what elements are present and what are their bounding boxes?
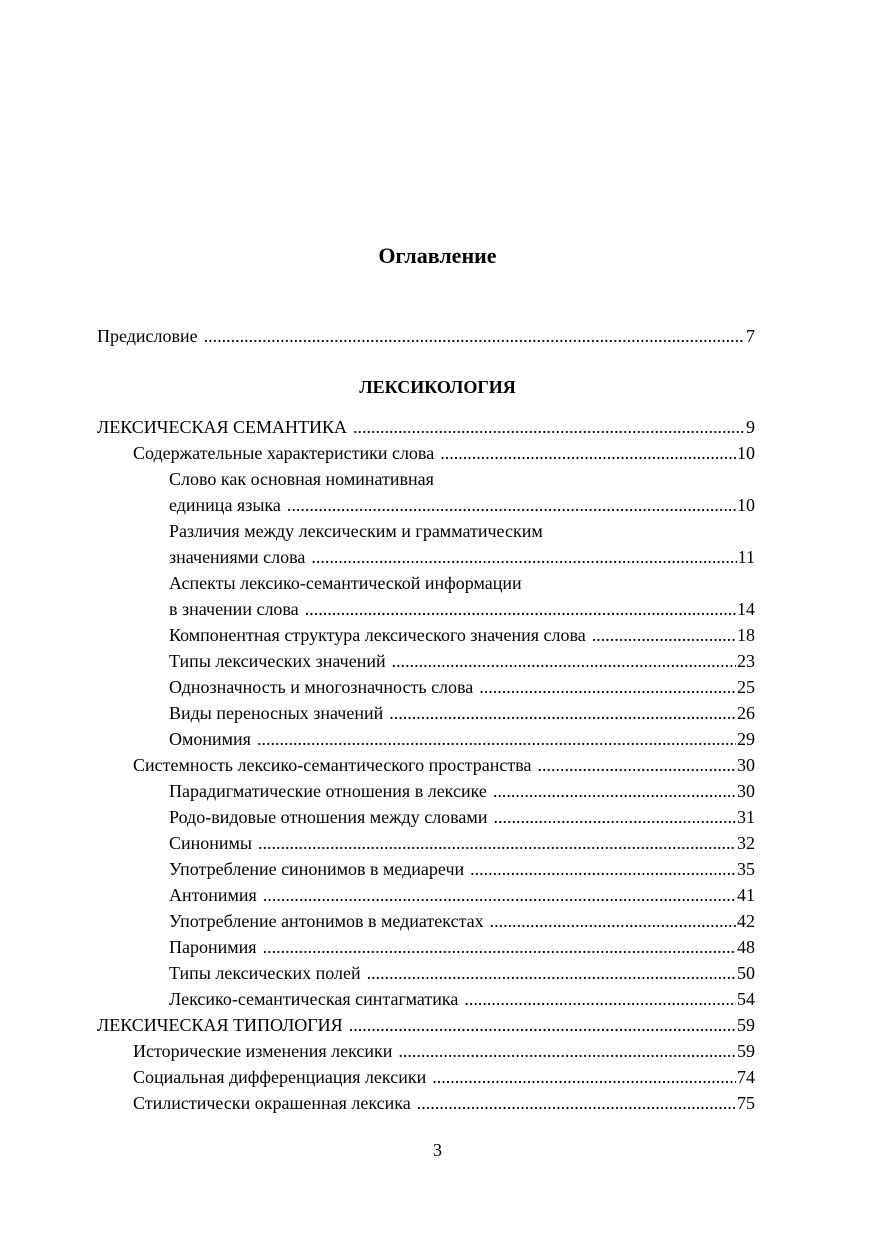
toc-entry-preface	[97, 323, 755, 349]
toc-leader-dots	[490, 908, 736, 934]
toc-leader-dots	[204, 323, 745, 349]
toc-entry-label: Компонентная структура лексического значения слова	[169, 625, 586, 645]
toc-entry-label: Лексико-семантическая синтагматика	[169, 989, 459, 1009]
toc-leader-dots	[464, 986, 736, 1012]
toc-entry	[97, 726, 755, 752]
toc-leader-dots	[493, 804, 736, 830]
toc-leader-dots	[398, 1038, 736, 1064]
toc-leader-dots	[353, 414, 745, 440]
section-heading: ЛЕКСИКОЛОГИЯ	[359, 377, 516, 397]
toc-leader-dots	[592, 622, 736, 648]
toc-page-number: 23	[737, 651, 755, 671]
toc-entry	[97, 622, 755, 648]
toc-entry	[97, 1012, 755, 1038]
toc-page-number: 30	[737, 755, 755, 775]
toc-entry	[97, 882, 755, 908]
toc-entry	[97, 752, 755, 778]
toc-entry	[97, 1090, 755, 1116]
toc-page-number: 35	[737, 859, 755, 879]
toc-entry-label: Системность лексико-семантического пространства	[133, 755, 532, 775]
toc-entry-label: ЛЕКСИЧЕСКАЯ СЕМАНТИКА	[97, 417, 347, 437]
toc-entry	[97, 1064, 755, 1090]
toc-entry-label: Стилистически окрашенная лексика	[133, 1093, 411, 1113]
toc-page-number: 18	[737, 625, 755, 645]
toc-entry-label: значениями слова	[169, 547, 306, 567]
toc-entry-label: в значении слова	[169, 599, 299, 619]
toc-entry	[97, 700, 755, 726]
toc-leader-dots	[417, 1090, 736, 1116]
toc-entry	[97, 960, 755, 986]
toc-leader-dots	[349, 1012, 736, 1038]
toc-page-number: 26	[737, 703, 755, 723]
toc-entry-label: Омонимия	[169, 729, 251, 749]
page-number: 3	[433, 1140, 442, 1160]
toc-entry	[97, 1038, 755, 1064]
toc-page-number: 59	[737, 1041, 755, 1061]
toc-entry-label: Синонимы	[169, 833, 253, 853]
toc-page-number: 10	[737, 443, 755, 463]
toc-entry	[97, 804, 755, 830]
toc-entry-label: Употребление синонимов в медиаречи	[169, 859, 465, 879]
toc-page-number: 29	[737, 729, 755, 749]
toc-leader-dots	[367, 960, 736, 986]
toc-page-number: 42	[737, 911, 755, 931]
page-title: Оглавление	[378, 243, 497, 268]
toc-entry-label: Социальная дифференциация лексики	[133, 1067, 427, 1087]
toc-entry-label: единица языка	[169, 495, 281, 515]
toc-page-number: 41	[737, 885, 755, 905]
toc-entry	[97, 570, 755, 596]
toc-leader-dots	[470, 856, 736, 882]
toc-page-number: 10	[737, 495, 755, 515]
toc-entry	[97, 440, 755, 466]
toc-page-number: 25	[737, 677, 755, 697]
toc-leader-dots	[257, 726, 736, 752]
toc-entry	[97, 934, 755, 960]
toc-entry-label: Парадигматические отношения в лексике	[169, 781, 487, 801]
toc-page-number: 59	[737, 1015, 755, 1035]
toc-page-number: 7	[746, 326, 755, 346]
toc-leader-dots	[263, 934, 736, 960]
toc-page-number: 31	[737, 807, 755, 827]
toc-entry-label: Типы лексических значений	[169, 651, 386, 671]
toc-entry	[97, 908, 755, 934]
toc-entry-label: Однозначность и многозначность слова	[169, 677, 474, 697]
toc-page-number: 50	[737, 963, 755, 983]
toc-page-number: 48	[737, 937, 755, 957]
toc-leader-dots	[305, 596, 736, 622]
toc-entry	[97, 466, 755, 492]
toc-entry	[97, 674, 755, 700]
toc-entry	[97, 778, 755, 804]
toc-entry-label: Содержательные характеристики слова	[133, 443, 435, 463]
toc-entry	[97, 492, 755, 518]
toc-page-number: 32	[737, 833, 755, 853]
toc-leader-dots	[287, 492, 736, 518]
toc-entry-label: Виды переносных значений	[169, 703, 384, 723]
toc-entry	[97, 830, 755, 856]
toc-entry-label: Слово как основная номинативная	[169, 469, 434, 489]
toc-entry	[97, 518, 755, 544]
toc-leader-dots	[263, 882, 736, 908]
toc-entry	[97, 544, 755, 570]
toc-page-number: 54	[737, 989, 755, 1009]
toc-page-number: 74	[737, 1067, 755, 1087]
toc-page-number: 11	[737, 547, 755, 567]
toc-entry	[97, 596, 755, 622]
toc-entry	[97, 986, 755, 1012]
toc-entry-label: Аспекты лексико-семантической информации	[169, 573, 522, 593]
toc-entry-label: Употребление антонимов в медиатекстах	[169, 911, 484, 931]
toc-leader-dots	[537, 752, 736, 778]
toc-leader-dots	[432, 1064, 736, 1090]
toc-entry	[97, 856, 755, 882]
toc-entry-label: Различия между лексическим и грамматическим	[169, 521, 543, 541]
toc-entry-label: Исторические изменения лексики	[133, 1041, 393, 1061]
toc-entry-label: Предисловие	[97, 326, 198, 346]
toc-page-number: 14	[737, 599, 755, 619]
toc-entry	[97, 648, 755, 674]
toc-leader-dots	[493, 778, 736, 804]
toc-leader-dots	[258, 830, 736, 856]
toc-leader-dots	[479, 674, 736, 700]
toc-leader-dots	[311, 544, 736, 570]
toc-page-number: 75	[737, 1093, 755, 1113]
toc-entry-label: Родо-видовые отношения между словами	[169, 807, 488, 827]
toc-entry-label: Паронимия	[169, 937, 257, 957]
toc-entry-label: ЛЕКСИЧЕСКАЯ ТИПОЛОГИЯ	[97, 1015, 343, 1035]
toc-entry	[97, 414, 755, 440]
toc-page-number: 9	[746, 417, 755, 437]
toc-leader-dots	[389, 700, 736, 726]
toc-leader-dots	[440, 440, 736, 466]
toc-entry-label: Антонимия	[169, 885, 257, 905]
toc-entry-label: Типы лексических полей	[169, 963, 361, 983]
toc-page-number: 30	[737, 781, 755, 801]
toc-leader-dots	[392, 648, 736, 674]
